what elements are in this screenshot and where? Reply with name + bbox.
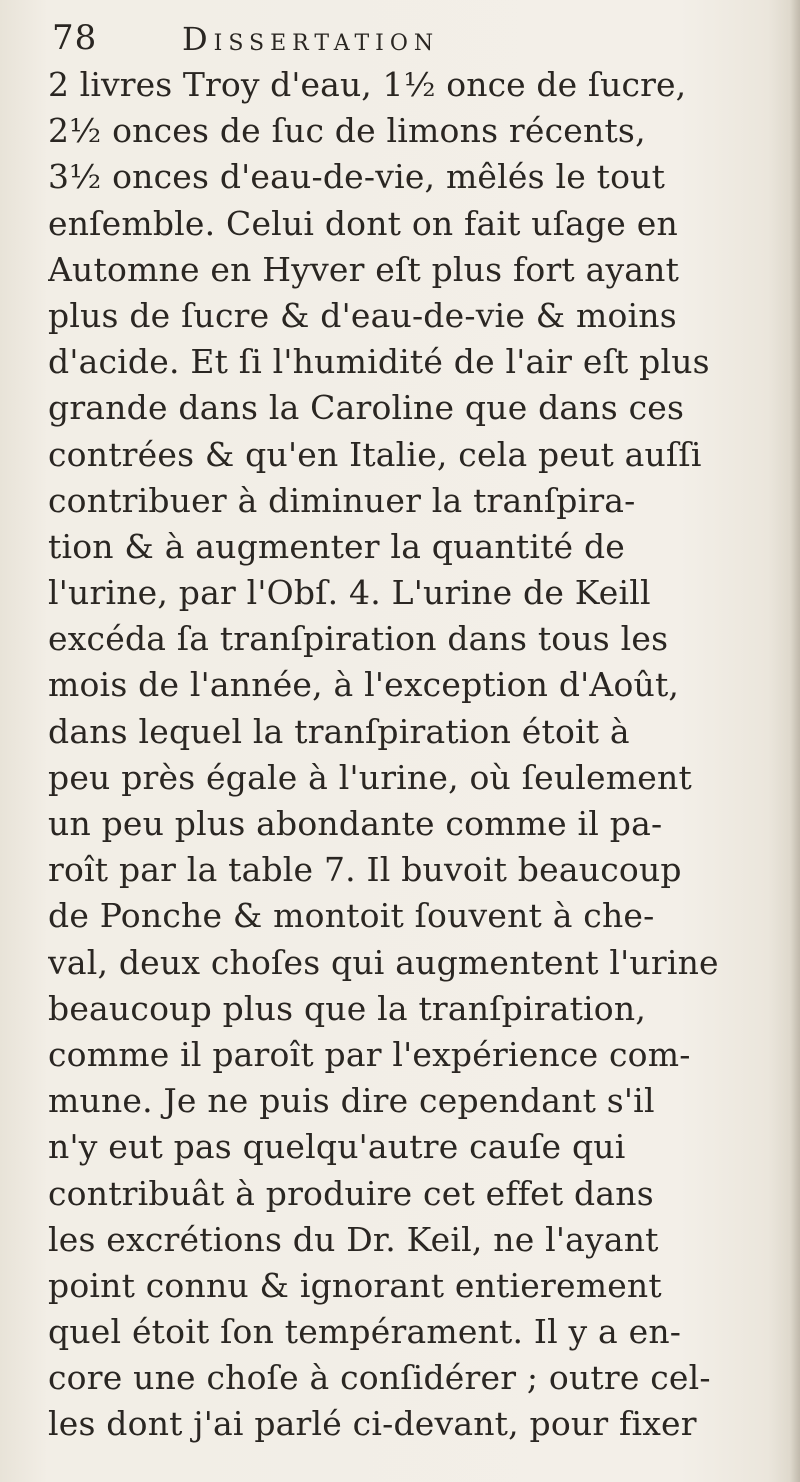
page-header [52,18,742,68]
text-line: Automne en Hyver eſt plus fort ayant [48,249,680,289]
text-line: n'y eut pas quelqu'autre cauſe qui [48,1127,626,1167]
text-line: 2 livres Troy d'eau, 1½ once de ſucre, [48,65,687,104]
text-line: contribuât à produire cet effet dans [48,1173,654,1213]
text-line: les excrétions du Dr. Keil, ne l'ayant [48,1219,659,1259]
text-line: dans lequel la tranſpiration étoit à [48,711,630,751]
text-line: roît par la table 7. Il buvoit beaucoup [48,850,682,890]
text-line: un peu plus abondante comme il pa- [48,804,663,843]
text-line: excéda ſa tranſpiration dans tous les [48,619,669,659]
text-line: mune. Je ne puis dire cependant s'il [48,1081,655,1121]
text-line: tion & à augmenter la quantité de [48,526,626,566]
text-line: plus de ſucre & d'eau-de-vie & moins [48,295,677,335]
text-line: mois de l'année, à l'exception d'Août, [48,665,680,705]
text-line: peu près égale à l'urine, où ſeulement [48,757,692,797]
page-number: 78 [52,18,98,58]
text-line: contribuer à diminuer la tranſpira- [48,480,636,520]
text-line: val, deux choſes qui augmentent l'urine [48,942,719,982]
text-line: quel étoit ſon tempérament. Il y a en- [48,1312,682,1352]
text-line: point connu & ignorant entierement [48,1265,662,1305]
text-line: les dont j'ai parlé ci-devant, pour fixer [48,1404,697,1444]
text-line: 3½ onces d'eau-de-vie, mêlés le tout [48,157,666,197]
text-line: 2½ onces de ſuc de limons récents, [48,111,646,151]
text-line: contrées & qu'en Italie, cela peut auſſi [48,434,702,474]
text-line: l'urine, par l'Obſ. 4. L'urine de Keill [48,573,651,613]
text-line: enſemble. Celui dont on fait uſage en [48,203,678,243]
page-edge-shadow [790,0,800,1482]
text-line: d'acide. Et ſi l'humidité de l'air eſt plus [48,342,710,382]
text-line: comme il paroît par l'expérience com- [48,1034,691,1074]
text-line: de Ponche & montoit ſouvent à che- [48,896,655,936]
text-line: grande dans la Caroline que dans ces [48,388,685,428]
running-title: Dissertation [182,20,440,58]
text-line: beaucoup plus que la tranſpiration, [48,988,647,1028]
body-text [48,62,768,1448]
text-line: core une choſe à conſidérer ; outre cel- [48,1358,711,1398]
